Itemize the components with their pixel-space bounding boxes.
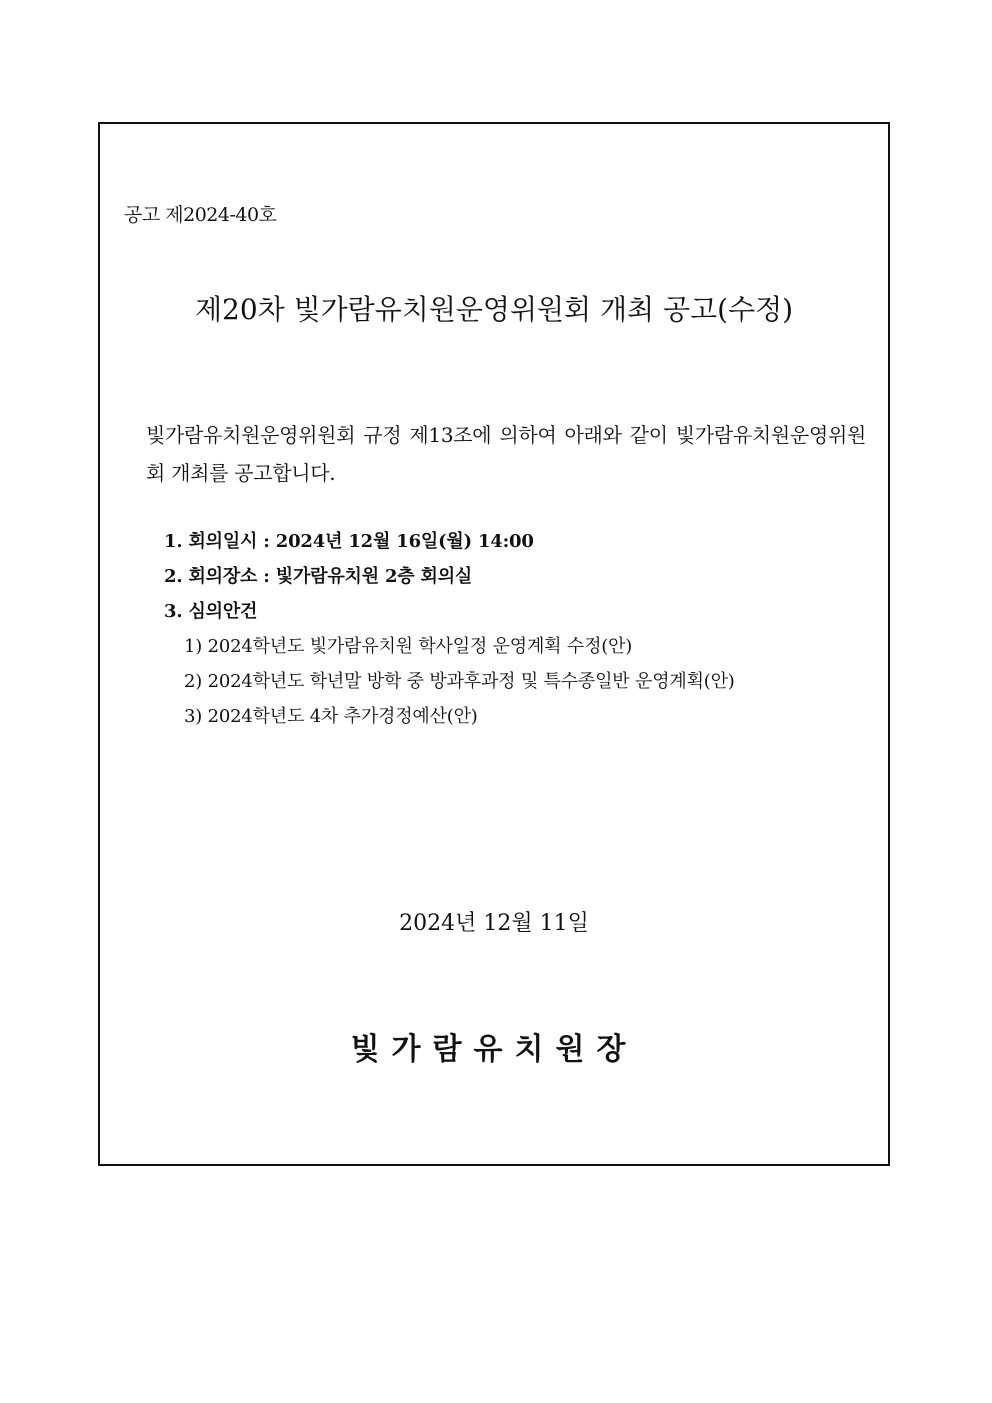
issuer-name: 빛가람유치원장 xyxy=(350,1032,638,1067)
meeting-place: 2. 회의장소 : 빛가람유치원 2층 회의실 xyxy=(164,566,473,587)
page-title: 제20차 빛가람유치원운영위원회 개최 공고(수정) xyxy=(194,293,794,326)
agenda-item: 3) 2024학년도 4차 추가경정예산(안) xyxy=(184,706,478,727)
notice-items xyxy=(164,524,735,734)
notice-frame xyxy=(98,122,890,1166)
issue-date: 2024년 12월 11일 xyxy=(399,911,589,936)
agenda-item: 1) 2024학년도 빛가람유치원 학사일정 운영계획 수정(안) xyxy=(184,636,633,657)
agenda-item: 2) 2024학년도 학년말 방학 중 방과후과정 및 특수종일반 운영계획(안) xyxy=(184,671,735,692)
meeting-datetime: 1. 회의일시 : 2024년 12월 16일(월) 14:00 xyxy=(164,531,534,552)
agenda-heading: 3. 심의안건 xyxy=(164,601,258,622)
notice-body: 빛가람유치원운영위원회 규정 제13조에 의하여 아래와 같이 빛가람유치원운영위원회 개최를 공고합니다. xyxy=(146,423,866,485)
notice-number: 공고 제2024-40호 xyxy=(124,204,277,226)
